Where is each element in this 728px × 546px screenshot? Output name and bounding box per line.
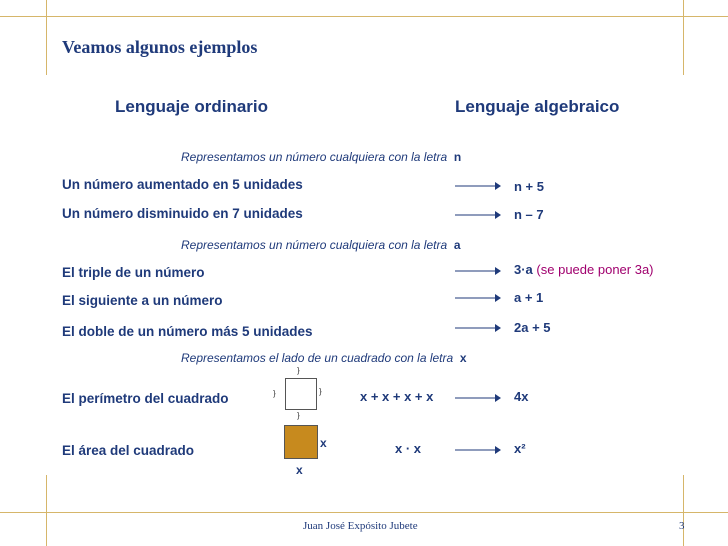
row-phrase: Un número disminuido en 7 unidades bbox=[62, 206, 303, 221]
row-expression: n + 5 bbox=[514, 179, 544, 194]
square-filled bbox=[284, 425, 318, 459]
arrow-icon bbox=[455, 393, 501, 403]
row-phrase: El triple de un número bbox=[62, 265, 205, 280]
note-x bbox=[181, 351, 467, 365]
note-x-var: x bbox=[459, 351, 467, 365]
row-expression bbox=[514, 262, 654, 277]
arrow-icon bbox=[455, 210, 501, 220]
note-a-text: Representamos un número cualquiera con la letra bbox=[181, 238, 448, 252]
row-phrase: El perímetro del cuadrado bbox=[62, 391, 229, 406]
note-n-text: Representamos un número cualquiera con la letra bbox=[181, 150, 448, 164]
footer-author: Juan José Expósito Jubete bbox=[303, 520, 418, 532]
arrow-icon bbox=[455, 293, 501, 303]
row-middle-expression: x · x bbox=[395, 441, 422, 456]
arrow-icon bbox=[455, 445, 501, 455]
note-x-text: Representamos el lado de un cuadrado con la letra bbox=[181, 351, 454, 365]
square-side-label-right: x bbox=[320, 436, 327, 450]
row-phrase: Un número aumentado en 5 unidades bbox=[62, 177, 303, 192]
row-phrase: El doble de un número más 5 unidades bbox=[62, 324, 313, 339]
note-a bbox=[181, 238, 461, 252]
note-n-var: n bbox=[453, 150, 462, 164]
square-outline bbox=[285, 378, 317, 410]
frame-left-line bbox=[46, 0, 47, 75]
row-expression: x² bbox=[514, 441, 526, 456]
row-expression: n – 7 bbox=[514, 207, 544, 222]
square-side-mark-top: } bbox=[297, 366, 300, 375]
frame-right-line-top bbox=[683, 0, 684, 75]
frame-top-line bbox=[0, 16, 728, 17]
note-a-var: a bbox=[453, 238, 461, 252]
page-number: 3 bbox=[679, 520, 685, 532]
column-header-ordinary: Lenguaje ordinario bbox=[115, 97, 269, 116]
row-expression: a + 1 bbox=[514, 290, 544, 305]
expression-note: (se puede poner 3a) bbox=[536, 262, 654, 277]
column-header-algebraic: Lenguaje algebraico bbox=[455, 97, 620, 116]
frame-left-line-bottom bbox=[46, 475, 47, 546]
row-phrase: El siguiente a un número bbox=[62, 293, 223, 308]
arrow-icon bbox=[455, 323, 501, 333]
slide-title: Veamos algunos ejemplos bbox=[62, 37, 258, 57]
row-expression: 4x bbox=[514, 389, 529, 404]
expression-value: 3·a bbox=[514, 262, 533, 277]
square-side-label-bottom: x bbox=[296, 463, 303, 477]
square-side-mark-bottom: } bbox=[297, 411, 300, 420]
arrow-icon bbox=[455, 266, 501, 276]
square-side-mark-left: } bbox=[273, 389, 276, 398]
row-expression: 2a + 5 bbox=[514, 320, 551, 335]
row-phrase: El área del cuadrado bbox=[62, 443, 195, 458]
note-n bbox=[181, 150, 461, 164]
square-side-mark-right: } bbox=[319, 387, 322, 396]
row-middle-expression: x + x + x + x bbox=[360, 389, 434, 404]
frame-right-line-bottom bbox=[683, 475, 684, 546]
frame-bottom-line bbox=[0, 512, 728, 513]
arrow-icon bbox=[455, 181, 501, 191]
